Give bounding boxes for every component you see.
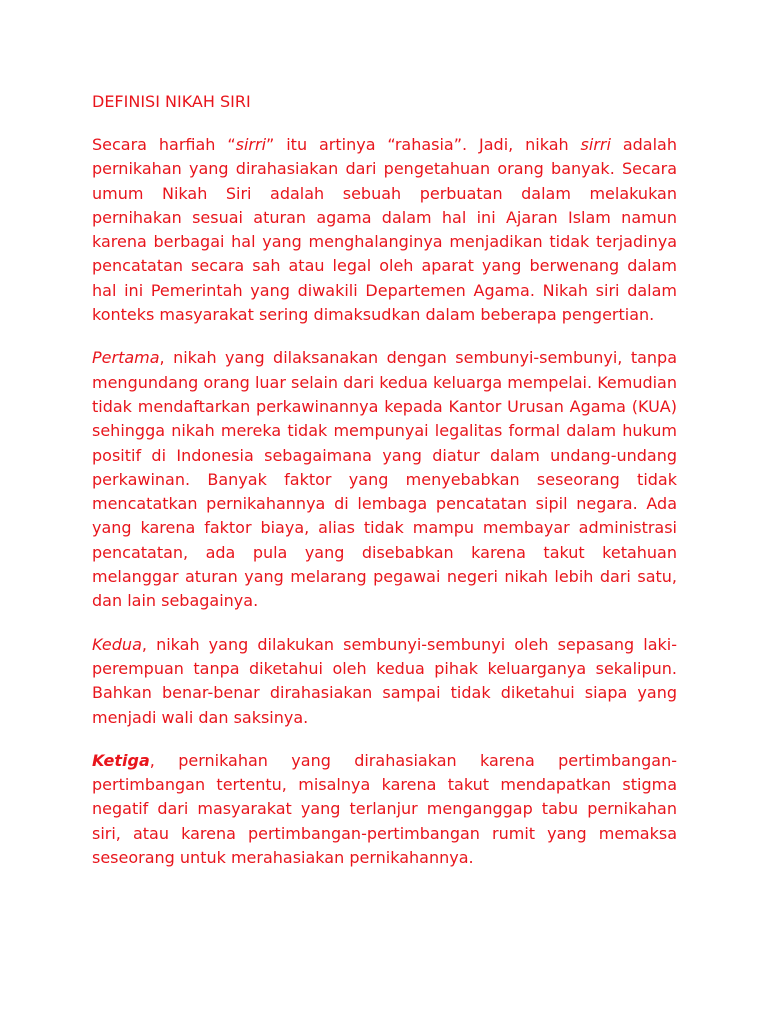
document-title: DEFINISI NIKAH SIRI	[92, 92, 251, 111]
document-page	[92, 90, 677, 889]
body-paragraph	[92, 749, 677, 870]
text-run: Secara harfiah “	[92, 135, 236, 154]
emphasized-text: Kedua	[92, 634, 142, 654]
emphasized-text: Ketiga	[92, 750, 150, 770]
emphasized-text: Pertama	[92, 348, 160, 368]
text-run: , pernikahan yang dirahasiakan karena pertimbangan-pertimbangan tertentu, misalnya karena takut mendapatkan stigma negatif dari masyarakat yang terlanjur menganggap tabu pernikahan siri, atau karena pertimbangan-pertimbangan rumit yang memaksa seseorang untuk merahasiakan pernikahannya.	[92, 750, 677, 868]
body-paragraph	[92, 346, 677, 613]
document-body	[92, 133, 677, 870]
text-run: adalah pernikahan yang dirahasiakan dari pengetahuan orang banyak. Secara umum Nikah Siri adalah sebuah perbuatan dalam melakukan pernihakan sesuai aturan agama dalam hal ini Ajaran Islam namun karena berbagai hal yang menghalanginya menjadikan tidak terjadinya pencatatan secara sah atau legal oleh aparat yang berwenang dalam hal ini Pemerintah yang diwakili Departemen Agama. Nikah siri dalam konteks masyarakat sering dimaksudkan dalam beberapa pengertian.	[92, 135, 677, 325]
text-run: ” itu artinya “rahasia”. Jadi, nikah	[266, 135, 581, 154]
text-run: , nikah yang dilakukan sembunyi-sembunyi oleh sepasang laki-perempuan tanpa diketahui oleh kedua pihak keluarganya sekalipun. Bahkan benar-benar dirahasiakan sampai tidak diketahui siapa yang menjadi wali dan saksinya.	[92, 634, 677, 727]
body-paragraph	[92, 633, 677, 730]
emphasized-text: sirri	[580, 135, 611, 154]
body-paragraph	[92, 133, 677, 327]
text-run: , nikah yang dilaksanakan dengan sembunyi-sembunyi, tanpa mengundang orang luar selain dari kedua keluarga mempelai. Kemudian tidak mendaftarkan perkawinannya kepada Kantor Urusan Agama (KUA) sehingga nikah mereka tidak mempunyai legalitas formal dalam hukum positif di Indonesia sebagaimana yang diatur dalam undang-undang perkawinan. Banyak faktor yang menyebabkan seseorang tidak mencatatkan pernikahannya di lembaga pencatatan sipil negara. Ada yang karena faktor biaya, alias tidak mampu membayar administrasi pencatatan, ada pula yang disebabkan karena takut ketahuan melanggar aturan yang melarang pegawai negeri nikah lebih dari satu, dan lain sebagainya.	[92, 348, 677, 611]
emphasized-text: sirri	[235, 135, 267, 154]
